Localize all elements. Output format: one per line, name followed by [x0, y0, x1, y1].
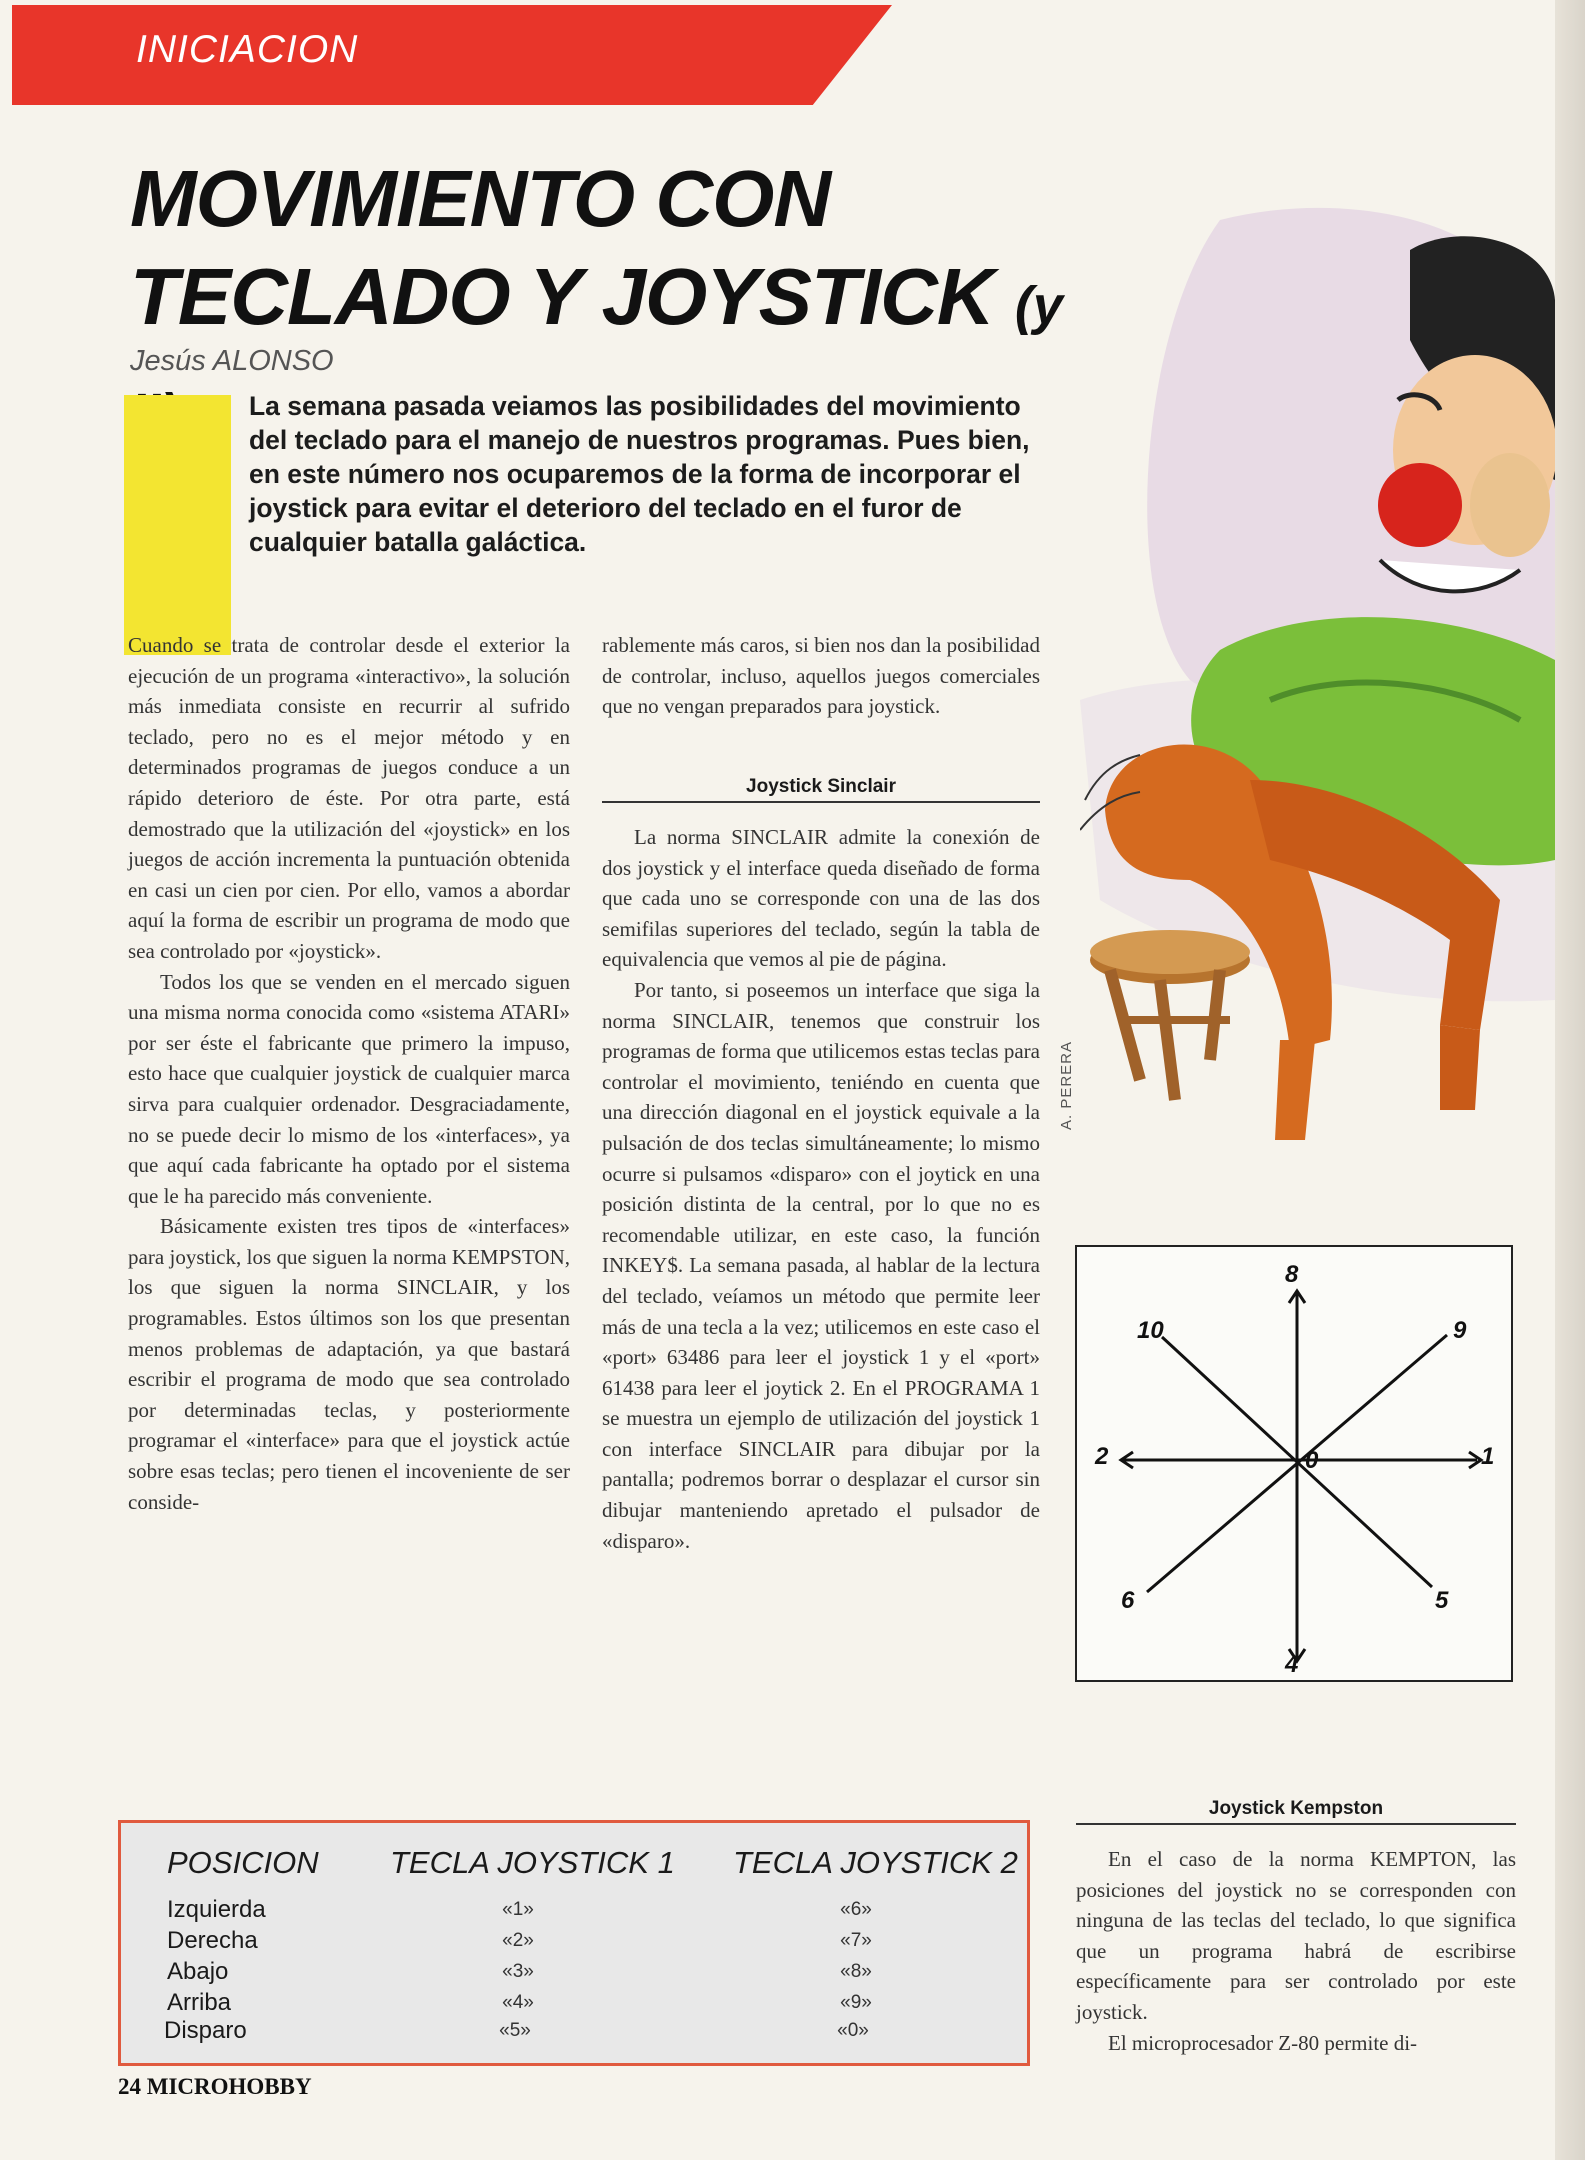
title-line-2: TECLADO Y JOYSTICK: [130, 252, 994, 341]
page-footer: 24 MICROHOBBY: [118, 2074, 312, 2099]
col3-paragraph-1: En el caso de la norma KEMPTON, las posiciones del joystick no se corresponden con ninguna de las teclas del teclado, lo que significa que un programa habrá de escribirse específicamente para ser controlado por este joystick.: [1076, 1847, 1516, 2024]
title-suffix: (y: [1014, 276, 1063, 336]
col1-paragraph-1: Cuando se trata de controlar desde el exterior la ejecución de un programa «interactivo», la solución más inmediata consiste en recurrir al sufrido teclado, pero no es el mejor método y en determinados programas de juegos conduce a un rápido deterioro de éste. Por otra parte, está demostrado que la utilización del «joystick» en los juegos de acción incrementa la puntuación obtenida en casi un cien por cien. Por ello, vamos a abordar aquí la forma de escribir un programa de modo que sea controlado por «joystick».: [128, 633, 570, 963]
column-1: [128, 630, 570, 1517]
diagram-label-6: 6: [1121, 1587, 1135, 1614]
table-row-label: Izquierda: [167, 1896, 266, 1923]
col2-paragraph-0: rablemente más caros, si bien nos dan la posibilidad de controlar, incluso, aquellos juegos comerciales que no vengan preparados para joystick.: [602, 633, 1040, 719]
column-2: [602, 822, 1040, 1556]
table-cell-j2: «6»: [840, 1899, 872, 1920]
table-cell-j2: «8»: [840, 1961, 872, 1982]
page-edge: [1555, 0, 1585, 2160]
table-cell-j2: «9»: [840, 1992, 872, 2013]
table-header-joystick-2: TECLA JOYSTICK 2: [733, 1845, 1018, 1880]
diagram-label-1: 1: [1481, 1443, 1495, 1470]
subhead-joystick-kempston: Joystick Kempston: [1076, 1798, 1516, 1825]
subhead-joystick-sinclair: Joystick Sinclair: [602, 776, 1040, 803]
lead-paragraph: La semana pasada veiamos las posibilidades del movimiento del teclado para el manejo de nuestros programas. Pues bien, en este número nos ocuparemos de la forma de incorporar el joystick para evitar el deterioro del teclado en el furor de cualquier batalla galáctica.: [249, 391, 1030, 557]
illustration-credit: A. PERERA: [1058, 1040, 1075, 1130]
col1-paragraph-2: Todos los que se venden en el mercado siguen una misma norma conocida como «sistema ATARI» por ser éste el fabricante que primero la impuso, esto hace que cualquier joystick de cualquier marca sirva para cualquier ordenador. Desgraciadamente, no se puede decir lo mismo de los «interfaces», ya que aquí cada fabricante ha optado por el sistema que le ha parecido más conveniente.: [128, 969, 570, 1208]
table-cell-j1: «2»: [502, 1930, 534, 1951]
diagram-label-10: 10: [1137, 1317, 1164, 1344]
joystick-direction-diagram: [1075, 1245, 1513, 1682]
table-header-joystick-1: TECLA JOYSTICK 1: [390, 1845, 675, 1880]
diagram-label-8: 8: [1285, 1261, 1299, 1288]
table-row-label: Abajo: [167, 1958, 229, 1985]
cartoon-illustration: [1080, 180, 1555, 1220]
diagram-label-9: 9: [1453, 1317, 1467, 1344]
title-line-1: MOVIMIENTO CON: [130, 154, 831, 243]
diagram-label-2: 2: [1095, 1443, 1109, 1470]
table-row-label: Derecha: [167, 1927, 258, 1954]
col2-paragraph-1: La norma SINCLAIR admite la conexión de dos joystick y el interface queda diseñado de forma que cada uno se corresponde con una de las dos semifilas superiores del teclado, según la tabla de equivalencia que vemos al pie de página.: [602, 825, 1040, 972]
table-cell-j1: «4»: [502, 1992, 534, 2013]
table-row-label: Arriba: [167, 1989, 232, 2016]
author-byline: Jesús ALONSO: [130, 345, 334, 377]
diagram-label-0: 0: [1305, 1447, 1319, 1474]
col1-paragraph-3: Básicamente existen tres tipos de «interfaces» para joystick, los que siguen la norma KEMPSTON, los que siguen la norma SINCLAIR, y los programables. Estos últimos son los que presentan menos problemas de adaptación, ya que bastará escribir el programa de modo que sea controlado por determinadas teclas, y posteriormente programar el «interface» para que el joystick actúe sobre esas teclas; pero tienen el incoveniente de ser conside-: [128, 1214, 570, 1514]
section-label: INICIACION: [136, 28, 359, 71]
table-row-label: Disparo: [164, 2017, 247, 2044]
table-cell-j2: «0»: [837, 2020, 869, 2041]
diagram-label-5: 5: [1435, 1587, 1449, 1614]
diagram-label-4: 4: [1285, 1651, 1299, 1678]
equivalence-table: [118, 1820, 1030, 2066]
table-cell-j2: «7»: [840, 1930, 872, 1951]
col3-paragraph-2: El microprocesador Z-80 permite di-: [1108, 2030, 1418, 2055]
column-2-top: [602, 630, 1040, 722]
col2-paragraph-2: Por tanto, si poseemos un interface que siga la norma SINCLAIR, tenemos que construir los programas de forma que utilicemos estas teclas para controlar el movimiento, teniéndo en cuenta que una dirección diagonal en el joystick equivale a la pulsación de dos teclas simultáneamente; lo mismo ocurre si pulsamos «disparo» con el joytick en una posición distinta de la central, por lo que no es recomendable utilizar, en este caso, la función INKEY$. La semana pasada, al hablar de la lectura del teclado, veíamos un método que permite leer más de una tecla a la vez; utilicemos en este caso el «port» 63486 para leer el joystick 1 y el «port» 61438 para leer el joytick 2. En el PROGRAMA 1 se muestra un ejemplo de utilización del joystick 1 con interface SINCLAIR para dibujar por la pantalla; podremos borrar o desplazar el cursor sin dibujar manteniendo apretado el pulsador de «disparo».: [602, 977, 1040, 1553]
table-header-position: POSICION: [167, 1845, 319, 1880]
table-cell-j1: «5»: [499, 2020, 531, 2041]
table-cell-j1: «1»: [502, 1899, 534, 1920]
lead-accent-bar: [124, 395, 231, 655]
column-3: [1076, 1844, 1516, 2058]
direction-lines: [1077, 1247, 1511, 1680]
table-cell-j1: «3»: [502, 1961, 534, 1982]
